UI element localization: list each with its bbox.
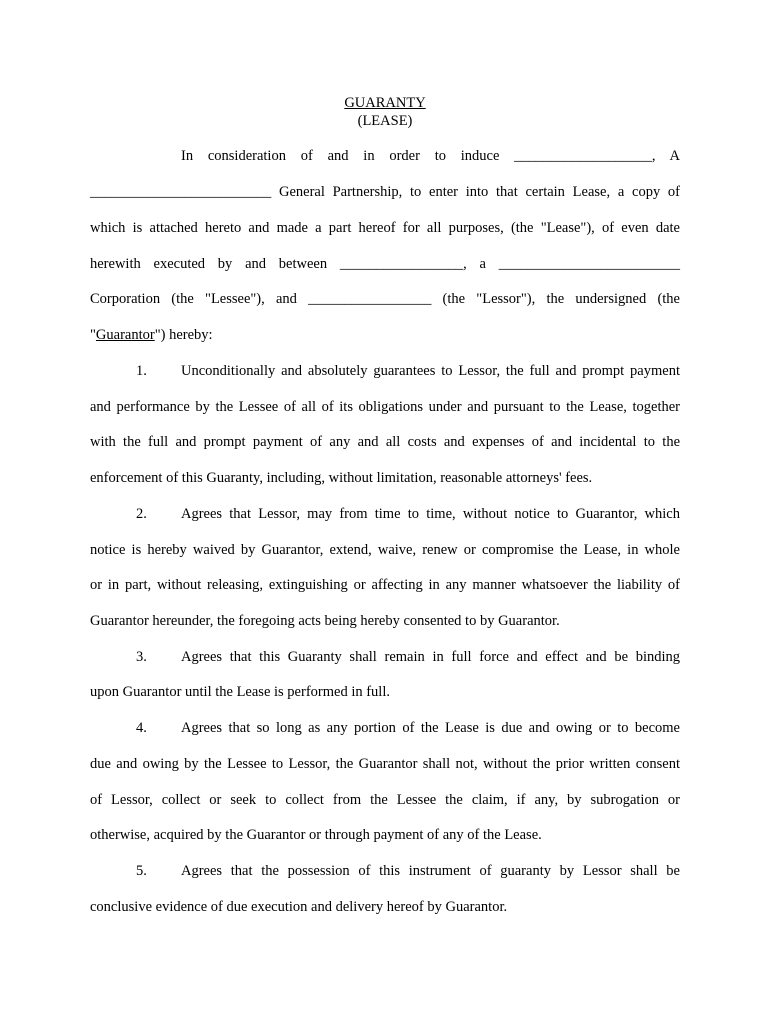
intro-line: herewith executed by and between _________________, a _________________________ <box>90 256 680 272</box>
intro-line: which is attached hereto and made a part hereof for all purposes, (the "Lease"), of even date <box>90 220 680 236</box>
document-title: GUARANTY <box>344 95 426 111</box>
item-number: 3. <box>136 649 147 665</box>
item-line: enforcement of this Guaranty, including, without limitation, reasonable attorneys' fees. <box>90 470 593 486</box>
item-line: due and owing by the Lessee to Lessor, the Guarantor shall not, without the prior written consent <box>90 756 680 772</box>
intro-line: In consideration of and in order to induce ___________________, A <box>181 148 680 164</box>
item-line: otherwise, acquired by the Guarantor or through payment of any of the Lease. <box>90 827 542 843</box>
item-line: or in part, without releasing, extinguishing or affecting in any manner whatsoever the liability of <box>90 577 680 593</box>
item-line: Agrees that this Guaranty shall remain in full force and effect and be binding <box>181 649 680 665</box>
intro-line: "Guarantor") hereby: <box>90 327 213 343</box>
intro-line: _________________________ General Partnership, to enter into that certain Lease, a copy of <box>90 184 680 200</box>
item-number: 2. <box>136 506 147 522</box>
item-line: of Lessor, collect or seek to collect from the Lessee the claim, if any, by subrogation or <box>90 792 680 808</box>
item-number: 4. <box>136 720 147 736</box>
item-line: upon Guarantor until the Lease is performed in full. <box>90 684 390 700</box>
item-line: Agrees that the possession of this instrument of guaranty by Lessor shall be <box>181 863 680 879</box>
item-line: Guarantor hereunder, the foregoing acts being hereby consented to by Guarantor. <box>90 613 560 629</box>
document-subtitle: (LEASE) <box>357 113 413 129</box>
item-number: 1. <box>136 363 147 379</box>
item-line: conclusive evidence of due execution and delivery hereof by Guarantor. <box>90 899 508 915</box>
guarantor-defined-term: Guarantor <box>95 327 155 343</box>
intro-line: Corporation (the "Lessee"), and _________________ (the "Lessor"), the undersigned (the <box>90 291 680 307</box>
item-line: Agrees that so long as any portion of the Lease is due and owing or to become <box>181 720 680 736</box>
item-number: 5. <box>136 863 147 879</box>
item-line: Agrees that Lessor, may from time to time, without notice to Guarantor, which <box>181 506 680 522</box>
item-line: and performance by the Lessee of all of its obligations under and pursuant to the Lease, together <box>90 399 680 415</box>
item-line: Unconditionally and absolutely guarantees to Lessor, the full and prompt payment <box>181 363 680 379</box>
item-line: with the full and prompt payment of any and all costs and expenses of and incidental to the <box>90 434 680 450</box>
item-line: notice is hereby waived by Guarantor, extend, waive, renew or compromise the Lease, in whole <box>90 542 680 558</box>
